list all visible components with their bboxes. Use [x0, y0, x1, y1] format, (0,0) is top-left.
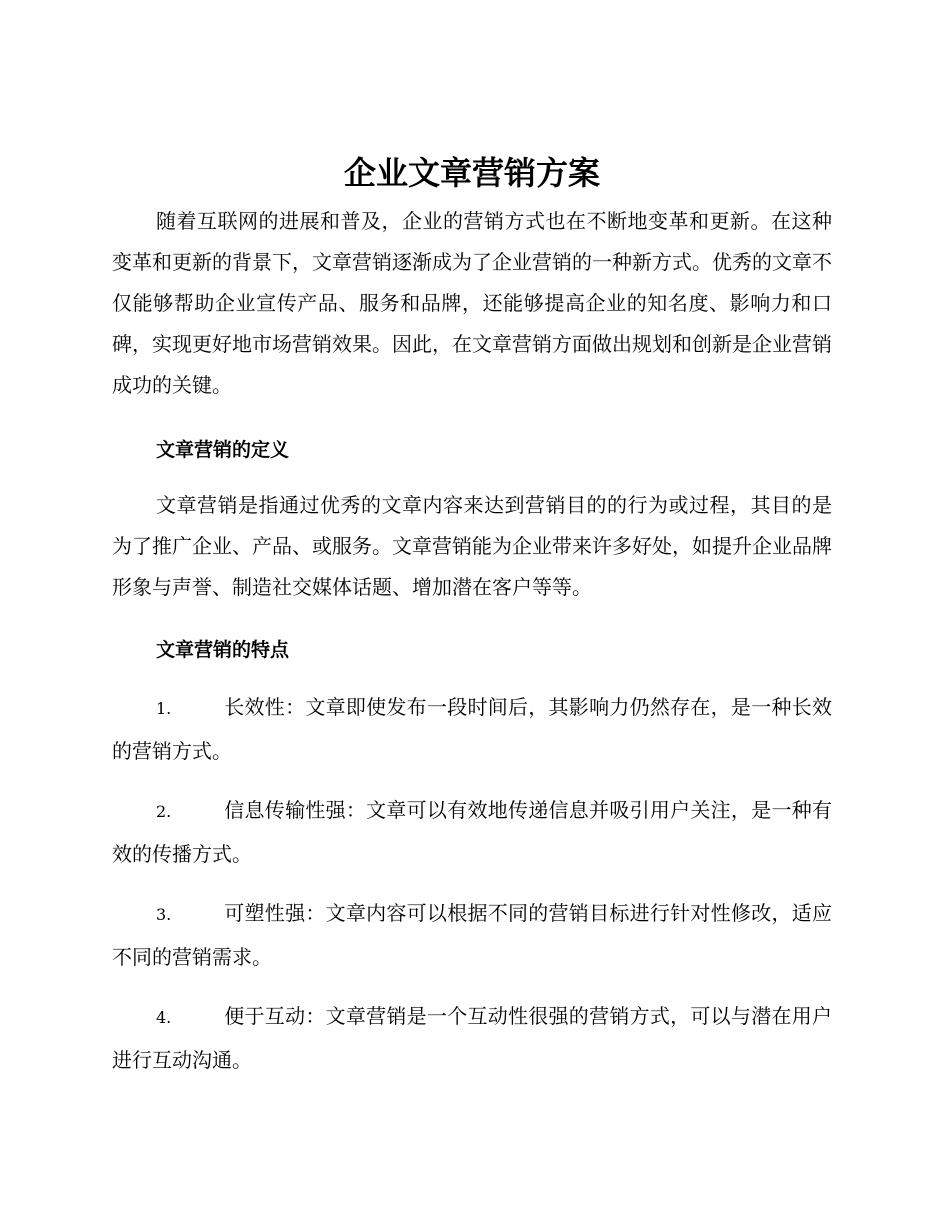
- list-item-text: 可塑性强：文章内容可以根据不同的营销目标进行针对性修改，适应不同的营销需求。: [112, 901, 832, 969]
- section-heading-features: 文章营销的特点: [156, 639, 290, 661]
- features-list: [112, 686, 832, 1082]
- list-item: [112, 892, 832, 979]
- list-item-text: 便于互动：文章营销是一个互动性很强的营销方式，可以与潜在用户进行互动沟通。: [112, 1004, 832, 1072]
- list-item-text: 信息传输性强：文章可以有效地传递信息并吸引用户关注，是一种有效的传播方式。: [112, 798, 832, 866]
- section-heading-definition: 文章营销的定义: [156, 439, 290, 461]
- list-item: [112, 789, 832, 876]
- document-page: [112, 150, 832, 1082]
- document-title: 企业文章营销方案: [343, 154, 600, 192]
- intro-paragraph: 随着互联网的进展和普及，企业的营销方式也在不断地变革和更新。在这种变革和更新的背景下，文章营销逐渐成为了企业营销的一种新方式。优秀的文章不仅能够帮助企业宣传产品、服务和品牌，还能够提高企业的知名度、影响力和口碑，实现更好地市场营销效果。因此，在文章营销方面做出规划和创新是企业营销成功的关键。: [112, 209, 832, 397]
- list-item-number: 1.: [156, 699, 172, 718]
- list-item-number: 2.: [156, 802, 172, 821]
- definition-paragraph: 文章营销是指通过优秀的文章内容来达到营销目的的行为或过程，其目的是为了推广企业、产品、或服务。文章营销能为企业带来许多好处，如提升企业品牌形象与声誉、制造社交媒体话题、增加潜在客户等等。: [112, 493, 832, 599]
- list-item-number: 3.: [156, 905, 172, 924]
- list-item-number: 4.: [156, 1008, 172, 1027]
- list-item: [112, 995, 832, 1082]
- list-item-text: 长效性：文章即使发布一段时间后，其影响力仍然存在，是一种长效的营销方式。: [112, 695, 832, 763]
- list-item: [112, 686, 832, 773]
